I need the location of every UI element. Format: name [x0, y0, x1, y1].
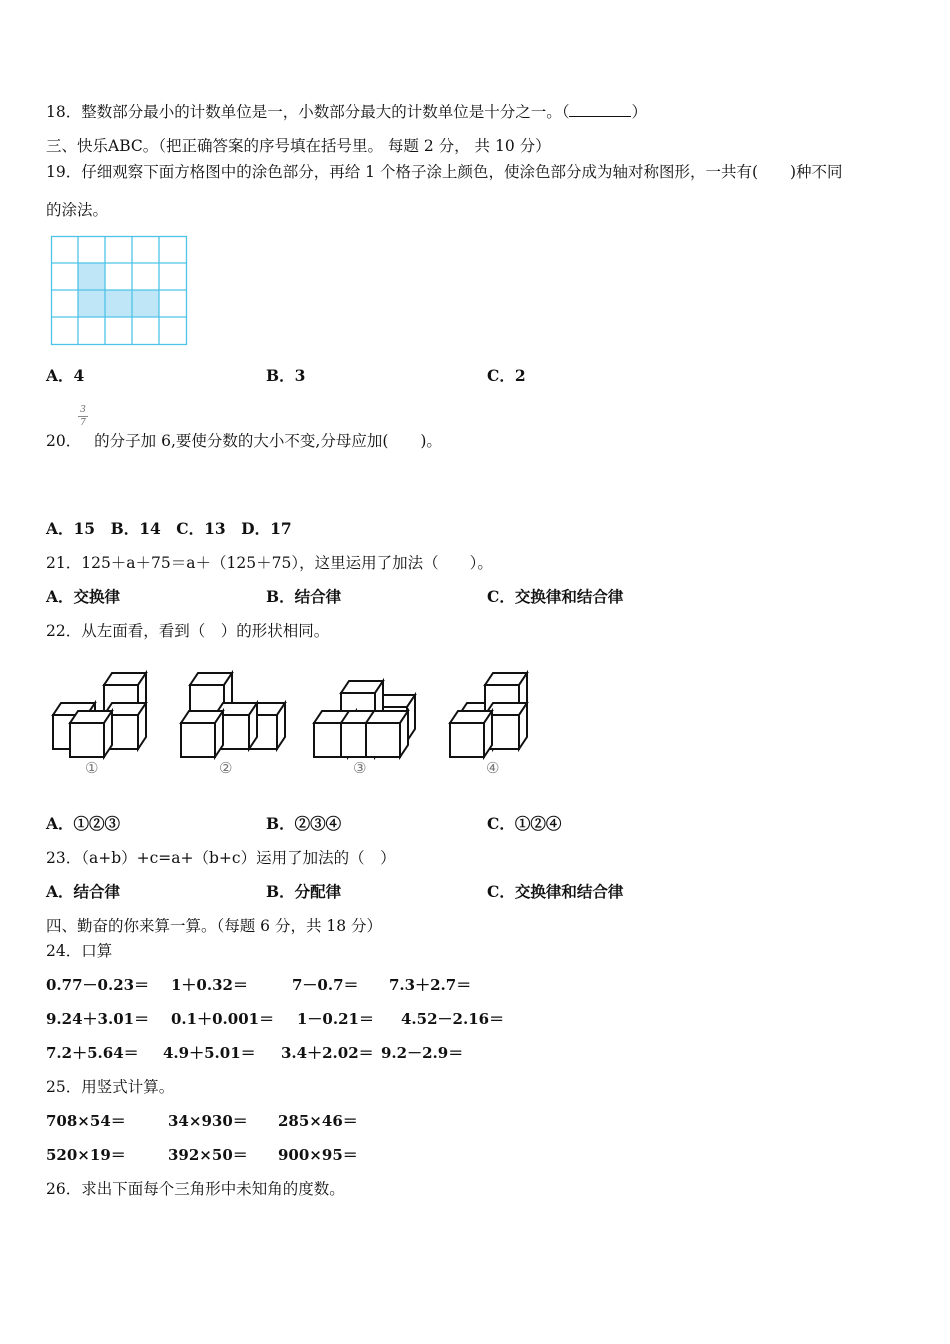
- vertical-calc-item: 900×95＝: [278, 1146, 358, 1164]
- section-4-heading: 四、勤奋的你来算一算。（每题 6 分，共 18 分）: [46, 917, 383, 935]
- cube-figure-2: [181, 673, 285, 757]
- shaded-cell: [78, 263, 105, 290]
- question-23: 23．（a+b）+c=a+（b+c）运用了加法的（ ）: [46, 849, 396, 867]
- q20-text-end: )。: [420, 432, 442, 450]
- calc-item: 7－0.7＝: [292, 976, 359, 994]
- shaded-cell: [78, 290, 105, 317]
- calc-item: 1－0.21＝: [297, 1010, 374, 1028]
- question-22: 22．从左面看，看到（ ）的形状相同。: [46, 622, 330, 640]
- question-21: 21．125＋a＋75＝a＋（125＋75），这里运用了加法（ ）。: [46, 554, 493, 572]
- q20-options[interactable]: A．15 B．14 C．13 D．17: [46, 519, 292, 538]
- cube-figure-3: [314, 681, 415, 757]
- fraction-numerator: 3: [80, 405, 86, 415]
- q18-close: ）: [631, 103, 647, 121]
- calc-item: 9.24＋3.01＝: [46, 1010, 150, 1028]
- q19-option-a[interactable]: A．4: [46, 366, 85, 385]
- fraction-denominator: 7: [80, 418, 86, 428]
- q19-text-end: )种不同: [790, 163, 843, 181]
- q18-answer-blank[interactable]: [569, 102, 631, 117]
- section-3-heading: 三、快乐ABC。（把正确答案的序号填在括号里。 每题 2 分， 共 10 分）: [46, 137, 551, 155]
- q21-option-c[interactable]: C．交换律和结合律: [487, 587, 624, 606]
- q19-grid-figure: [51, 236, 188, 346]
- q22-option-a[interactable]: A．①②③: [46, 814, 121, 833]
- q21-option-b[interactable]: B．结合律: [266, 587, 342, 606]
- question-18: [46, 102, 647, 122]
- calc-item: 3.4＋2.02＝: [281, 1044, 374, 1062]
- q22-cube-figures: [0, 660, 560, 790]
- q18-text: 18．整数部分最小的计数单位是一，小数部分最大的计数单位是十分之一。（: [46, 103, 570, 121]
- calc-item: 0.77－0.23＝: [46, 976, 150, 994]
- calc-item: 7.2＋5.64＝: [46, 1044, 139, 1062]
- q19-option-b[interactable]: B．3: [266, 366, 306, 385]
- figure-label-2: ②: [219, 759, 233, 777]
- q19-option-c[interactable]: C．2: [487, 366, 526, 385]
- calc-item: 4.9＋5.01＝: [163, 1044, 256, 1062]
- calc-item: 0.1＋0.001＝: [171, 1010, 275, 1028]
- cube-figure-4: [450, 673, 527, 757]
- fraction-bar: [78, 416, 88, 417]
- calc-item: 9.2－2.9＝: [381, 1044, 464, 1062]
- question-19-line1: [46, 162, 843, 182]
- vertical-calc-item: 392×50＝: [168, 1146, 248, 1164]
- q23-option-b[interactable]: B．分配律: [266, 882, 342, 901]
- question-24-title: 24．口算: [46, 942, 113, 960]
- q21-option-a[interactable]: A．交换律: [46, 587, 121, 606]
- shaded-cell: [105, 290, 132, 317]
- question-19-line2: 的涂法。: [46, 201, 109, 219]
- q22-option-b[interactable]: B．②③④: [266, 814, 342, 833]
- calc-item: 4.52－2.16＝: [401, 1010, 505, 1028]
- q19-text: 19．仔细观察下面方格图中的涂色部分，再给 1 个格子涂上颜色，使涂色部分成为轴对称图形，一共有(: [46, 163, 758, 181]
- q20-fraction: [78, 405, 88, 428]
- calc-item: 7.3＋2.7＝: [389, 976, 472, 994]
- calc-item: 1＋0.32＝: [171, 976, 248, 994]
- question-20: [46, 405, 442, 451]
- shaded-cell: [132, 290, 159, 317]
- q22-option-c[interactable]: C．①②④: [487, 814, 562, 833]
- vertical-calc-item: 285×46＝: [278, 1112, 358, 1130]
- figure-label-4: ④: [486, 759, 500, 777]
- q23-option-a[interactable]: A．结合律: [46, 882, 121, 901]
- figure-label-1: ①: [85, 759, 99, 777]
- q20-number: 20．: [46, 432, 82, 450]
- question-25-title: 25．用竖式计算。: [46, 1078, 175, 1096]
- figure-label-3: ③: [353, 759, 367, 777]
- vertical-calc-item: 520×19＝: [46, 1146, 126, 1164]
- cube-figure-1: [53, 673, 146, 757]
- q20-text: 的分子加 6,要使分数的大小不变,分母应加(: [94, 432, 389, 450]
- vertical-calc-item: 34×930＝: [168, 1112, 248, 1130]
- grid-lines: [51, 236, 187, 345]
- q23-option-c[interactable]: C．交换律和结合律: [487, 882, 624, 901]
- vertical-calc-item: 708×54＝: [46, 1112, 126, 1130]
- question-26-title: 26．求出下面每个三角形中未知角的度数。: [46, 1180, 345, 1198]
